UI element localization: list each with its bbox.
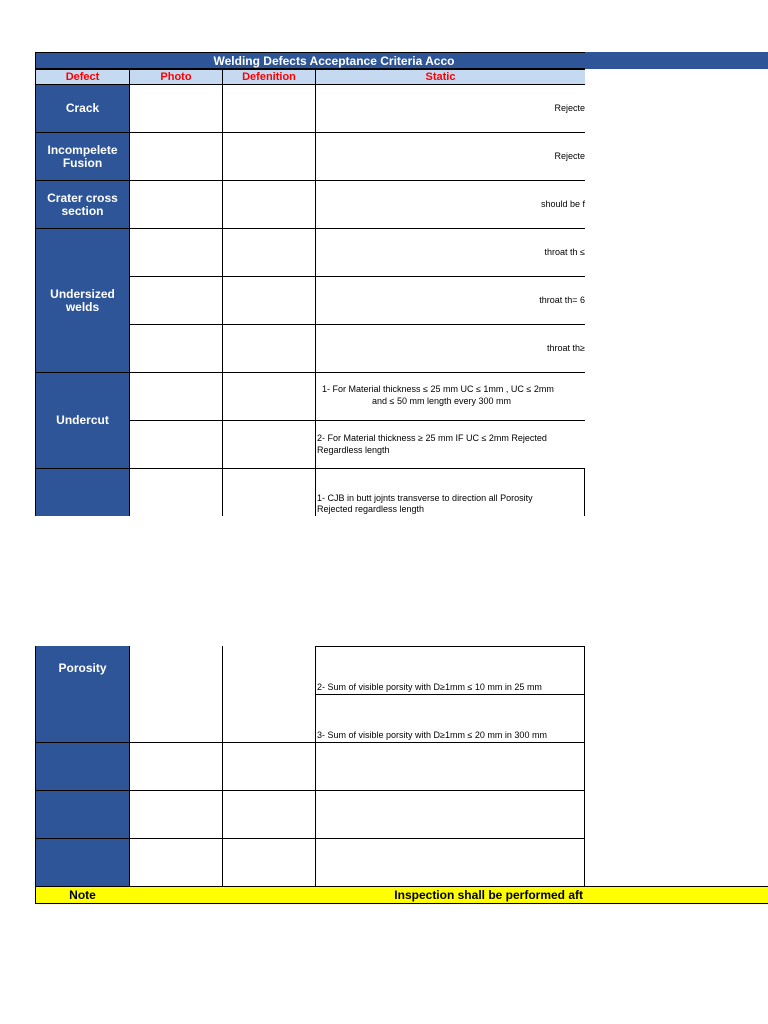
defect-undersized — [35, 228, 130, 373]
note-label: Note — [69, 888, 96, 902]
photo-cell — [129, 838, 223, 887]
header-definition — [222, 69, 316, 85]
defect-crack-label: Crack — [65, 101, 100, 115]
header-defect-label: Defect — [65, 71, 100, 83]
definition-cell — [222, 790, 316, 839]
note-text: Inspection shall be performed aft — [394, 888, 583, 902]
static-undersized-3-text: throat th≥ — [547, 343, 585, 353]
header-photo-label: Photo — [160, 71, 192, 83]
defect-incomplete-fusion — [35, 132, 130, 181]
static-incomplete-fusion — [315, 132, 585, 181]
static-undercut-1-line1: 1- For Material thickness ≤ 25 mm UC ≤ 1mm , UC ≤ 2mm — [322, 384, 554, 394]
definition-cell — [222, 84, 316, 133]
photo-cell — [129, 228, 223, 277]
porosity-right-border — [584, 646, 585, 743]
note-label-cell — [35, 886, 130, 904]
header-static-label: Static — [425, 71, 456, 83]
defect-crater-label: Crater cross section — [47, 190, 118, 218]
static-crater — [315, 180, 585, 229]
note-text-cell — [129, 886, 768, 904]
photo-cell — [129, 84, 223, 133]
static-undersized-2 — [315, 276, 585, 325]
defect-incomplete-fusion-label: Incompelete Fusion — [47, 142, 118, 170]
header-defect — [35, 69, 130, 85]
photo-cell — [129, 324, 223, 373]
defect-porosity — [35, 646, 130, 743]
static-porosity-3 — [315, 694, 585, 743]
static-porosity-1 — [315, 468, 585, 516]
definition-cell — [222, 180, 316, 229]
title-left-border — [35, 52, 585, 69]
static-porosity-3-text: 3- Sum of visible porsity with D≥1mm ≤ 20 mm in 300 mm — [317, 730, 547, 740]
static-incomplete-fusion-text: Rejecte — [554, 151, 585, 161]
static-porosity-2-text: 2- Sum of visible porsity with D≥1mm ≤ 10 mm in 25 mm — [317, 682, 542, 692]
static-undersized-2-text: throat th= 6 — [539, 295, 585, 305]
static-undersized-3 — [315, 324, 585, 373]
defect-undercut-label: Undercut — [56, 413, 109, 427]
definition-cell — [222, 468, 316, 516]
photo-cell — [129, 372, 223, 421]
static-porosity-1-line1: 1- CJB in butt jojnts transverse to direction all Porosity — [317, 493, 533, 503]
static-undercut-2-line2: Regardless length — [317, 445, 390, 455]
photo-cell — [129, 180, 223, 229]
definition-cell — [222, 132, 316, 181]
defect-porosity-top — [35, 468, 130, 516]
static-porosity-2 — [315, 646, 585, 695]
header-photo — [129, 69, 223, 85]
table-title-text: Welding Defects Acceptance Criteria Acco — [213, 53, 455, 68]
defect-undersized-label: Undersized welds — [50, 286, 115, 314]
photo-cell — [129, 276, 223, 325]
photo-cell — [129, 132, 223, 181]
defect-empty-3 — [35, 838, 130, 887]
header-static — [315, 69, 585, 85]
photo-cell — [129, 742, 223, 791]
photo-cell — [129, 790, 223, 839]
static-undersized-1 — [315, 228, 585, 277]
definition-cell — [222, 838, 316, 887]
definition-cell — [222, 324, 316, 373]
definition-cell — [222, 420, 316, 469]
static-empty-2 — [315, 790, 585, 839]
static-empty-1 — [315, 742, 585, 791]
defect-empty-2 — [35, 790, 130, 839]
defect-crater — [35, 180, 130, 229]
static-crack-text: Rejecte — [554, 103, 585, 113]
static-undercut-1 — [315, 372, 585, 421]
static-porosity-1-line2: Rejected regardless length — [317, 504, 425, 514]
photo-cell — [129, 468, 223, 516]
static-undercut-1-line2: and ≤ 50 mm length every 300 mm — [372, 396, 512, 406]
defect-crack — [35, 84, 130, 133]
definition-cell — [222, 276, 316, 325]
definition-cell — [222, 646, 316, 743]
static-undercut-2-line1: 2- For Material thickness ≥ 25 mm IF UC ≤ 2mm Rejected — [317, 433, 547, 443]
static-undersized-1-text: throat th ≤ — [544, 247, 585, 257]
static-undercut-2 — [315, 420, 585, 469]
static-empty-3 — [315, 838, 585, 887]
photo-cell — [129, 646, 223, 743]
static-crater-text: should be f — [540, 199, 585, 209]
header-definition-label: Defenition — [242, 71, 296, 83]
defect-porosity-label: Porosity — [58, 661, 107, 675]
defect-empty-1 — [35, 742, 130, 791]
definition-cell — [222, 372, 316, 421]
static-crack — [315, 84, 585, 133]
definition-cell — [222, 228, 316, 277]
definition-cell — [222, 742, 316, 791]
photo-cell — [129, 420, 223, 469]
defect-undercut — [35, 372, 130, 469]
